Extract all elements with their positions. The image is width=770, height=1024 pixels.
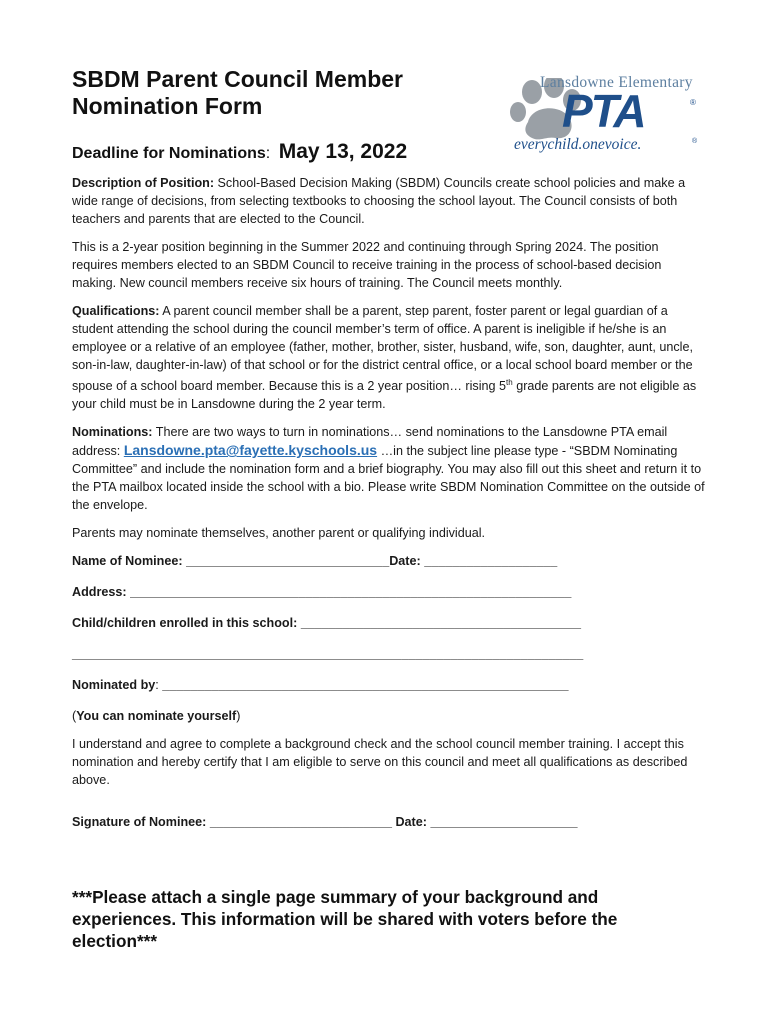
signature-label: Signature of Nominee: xyxy=(72,815,210,830)
nominated-by-line[interactable]: __________________________________________________________ xyxy=(162,678,569,693)
signature-field[interactable] xyxy=(72,813,706,831)
agreement-paragraph: I understand and agree to complete a background check and the school council member training. I accept this nomination and hereby certify that I am eligible to serve on this council and meet all qualifications as described above. xyxy=(72,737,688,788)
qualifications-paragraph xyxy=(72,302,706,413)
nominee-name-label: Name of Nominee: xyxy=(72,554,187,569)
note-close: ) xyxy=(236,709,241,724)
qualifications-sup: th xyxy=(506,378,513,387)
deadline-date: May 13, 2022 xyxy=(278,140,408,163)
logo-pta: PTA xyxy=(562,85,645,137)
note-open: ( xyxy=(72,709,77,724)
title-line-1: SBDM Parent Council Member xyxy=(72,66,403,92)
children-line[interactable]: ________________________________________ xyxy=(300,616,581,631)
deadline xyxy=(72,140,407,164)
children-extra-line[interactable]: _________________________________________________________________________ xyxy=(72,647,584,662)
form-body xyxy=(72,174,706,844)
nominated-by-label: Nominated by xyxy=(72,678,156,693)
signature-date-label: Date: xyxy=(391,815,431,830)
nominee-date-label: Date: xyxy=(389,554,425,569)
nominee-date-line[interactable]: ___________________ xyxy=(424,554,558,569)
attachment-instruction: ***Please attach a single page summary of your background and experiences. This information will be shared with voters before the election*** xyxy=(72,887,618,951)
qualifications-text-b: grade parents are not eligible as your child must be in Lansdowne during the 2 year term. xyxy=(72,379,697,412)
qualifications-text-a: A parent council member shall be a parent, step parent, foster parent or legal guardian of a student attending the school during the council member’s term of office. A parent is ineligible if he/she is an employee or a relative of an employee (father, mother, brother, sister, husband, wife, son, daughter, aunt, uncle, son-in-law, daughter-in-law) of that school or for the district central office, or a local school board member or the spouse of a school board member. Because this is a 2 year position… rising 5 xyxy=(72,304,693,394)
address-line[interactable]: _______________________________________________________________ xyxy=(130,585,572,600)
nominee-name-line[interactable]: _____________________________ xyxy=(186,554,390,569)
self-nominate-note xyxy=(72,707,706,725)
description-label: Description of Position: xyxy=(72,176,215,190)
qualifications-label: Qualifications: xyxy=(72,304,160,318)
pta-email-link[interactable]: Lansdowne.pta@fayette.kyschools.us xyxy=(123,442,378,459)
nominations-paragraph xyxy=(72,423,706,514)
nominations-text-a: There are two ways to turn in nominations… send nominations to the Lansdowne PTA email address: xyxy=(72,425,668,459)
signature-line[interactable]: __________________________ xyxy=(209,815,392,830)
children-field[interactable] xyxy=(72,614,706,632)
logo-school-name: Lansdowne Elementary xyxy=(540,74,693,91)
nominated-by-field[interactable] xyxy=(72,676,706,694)
logo-tagline: everychild.onevoice. xyxy=(514,136,642,153)
nominee-name-field[interactable] xyxy=(72,552,706,570)
term-paragraph: This is a 2-year position beginning in the Summer 2022 and continuing through Spring 2024. The position requires members elected to an SBDM Council to receive training in the process of school-based decision making. New council members receive six hours of training. The Council meets monthly. xyxy=(72,240,662,290)
description-paragraph xyxy=(72,174,706,228)
logo-tagline-registered-mark: ® xyxy=(692,138,698,145)
signature-date-line[interactable]: _____________________ xyxy=(430,815,578,830)
nominations-label: Nominations: xyxy=(72,425,153,440)
note-bold: You can nominate yourself xyxy=(76,709,237,724)
page-title xyxy=(72,66,452,120)
self-nomination-note: Parents may nominate themselves, another parent or qualifying individual. xyxy=(72,526,486,541)
logo-registered-mark: ® xyxy=(690,98,696,107)
deadline-colon: : xyxy=(265,145,271,162)
title-line-2: Nomination Form xyxy=(72,93,263,119)
pta-logo xyxy=(510,74,700,158)
children-label: Child/children enrolled in this school: xyxy=(72,616,301,631)
deadline-label: Deadline for Nominations xyxy=(72,145,266,162)
address-label: Address: xyxy=(72,585,131,600)
address-field[interactable] xyxy=(72,583,706,601)
nominated-by-colon: : xyxy=(155,678,163,693)
description-text: School-Based Decision Making (SBDM) Councils create school policies and make a wide range of decisions, from selecting textbooks to choosing the school layout. The Council consists of both teachers and parents that are elected to the Council. xyxy=(72,176,686,226)
nominations-text-b: …in the subject line please type - “SBDM Nominating Committee” and include the nomination form and a brief biography. You may also fill out this sheet and return it to the PTA mailbox located inside the school with a bio. Please write SBDM Nomination Committee on the outside of the envelope. xyxy=(72,444,705,513)
